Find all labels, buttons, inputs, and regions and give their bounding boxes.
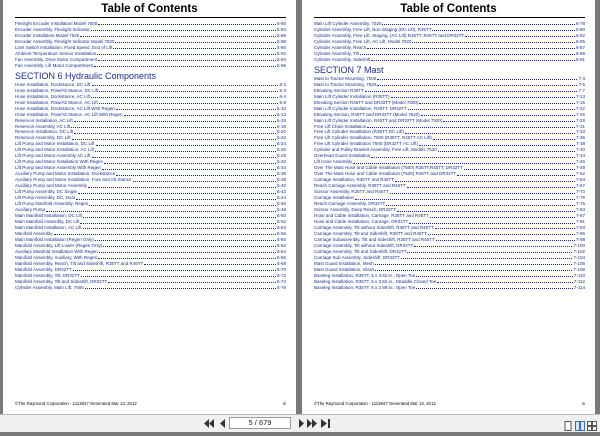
toc-entry-title: Manifold Assembly, Auxiliary, With Regen <box>15 254 98 260</box>
toc-entry-page: 6-24 <box>276 141 286 147</box>
toc-entry-page: 5-92 <box>276 50 286 56</box>
toc-entry-title: Free Lift Cylinder Installation 7500 (DR32TT AC Lift) <box>314 141 418 147</box>
toc-entry-page: 6-8 <box>279 99 286 105</box>
toc-entry-page: 6-74 <box>276 278 286 284</box>
dot-leader <box>115 41 276 43</box>
toc-entry-title: Reach Carriage Assembly, DR32TT <box>314 201 386 207</box>
toc-entry-page: 7-46 <box>575 159 585 165</box>
toc-entry-page: 6-64 <box>276 248 286 254</box>
dot-leader <box>103 245 276 247</box>
toc-entry-title: Main Lift Cylinder Installation (R35TT) <box>314 93 390 99</box>
toc-entry-title: Carriage Sub Assembly, Sideshift, DR32TT <box>314 254 400 260</box>
toc-entry-title: Free Lift Cylinder Installation, 7500 (R35TT, R45TT AC Lift) <box>314 135 432 141</box>
toc-entry-page: 6-72 <box>276 272 286 278</box>
grid-view-icon[interactable] <box>587 418 597 428</box>
toc-entry-page: 7-106 <box>573 260 585 266</box>
toc-entry-page: 6-46 <box>276 201 286 207</box>
toc-entry-title: Main Manifold Installation, AC Lift <box>15 224 82 230</box>
toc-entry-page: 6-89 <box>575 50 585 56</box>
toc-entry-title: Reach Carriage Assembly, R35TT and R45TT <box>314 183 406 189</box>
toc-entry-title: Free Lift Cylinder Installation (R35TT DC Lift) <box>314 129 404 135</box>
dot-leader <box>73 269 276 271</box>
toc-entry-title: Carriage Assembly, Tilt without Sideshift, R35TT and R45TT <box>314 224 434 230</box>
toc-entry-title: Hose and Cable Installation, Carriage, DR32TT <box>314 219 409 225</box>
toc-entry-page: 7-108 <box>573 266 585 272</box>
dot-leader <box>85 287 276 289</box>
toc-entry-title: Manifold Assembly, Tilt and Sideshift, DR32TT <box>15 278 108 284</box>
dot-leader <box>433 138 575 140</box>
toc-entry-title: Fan Assembly, Lift Motor Compartment <box>15 62 93 68</box>
toc-entry-page: 6-76 <box>276 284 286 290</box>
dot-leader <box>432 29 575 31</box>
dot-leader <box>371 59 575 61</box>
dot-leader <box>375 269 572 271</box>
dot-leader <box>92 84 279 86</box>
toc-entry-page: 7-25 <box>575 111 585 117</box>
toc-entry-title: Free Lift Chain Installation <box>314 123 367 129</box>
toc-entry-page: 7-57 <box>575 183 585 189</box>
toc-entry-title: Carriage Installation, R35TT and R45TT <box>314 177 394 183</box>
dot-leader <box>80 35 276 37</box>
toc-entry-title: Reservoir Installation, DC Lift <box>15 129 74 135</box>
dot-leader <box>113 47 276 49</box>
toc-entry-title: Carriage Subassembly, Tilt and Sideshift, R35TT and R45TT <box>314 236 435 242</box>
toc-entry-page: 7-112 <box>573 278 585 284</box>
dot-leader <box>99 90 278 92</box>
footer-page-number: iii <box>283 401 286 406</box>
toc-entry-title: Flexlight Encoder Installation Model 7500 <box>15 20 98 26</box>
dot-leader <box>438 150 575 152</box>
toc-entry[interactable] <box>15 285 286 291</box>
toc-entry-page: 7-76 <box>575 201 585 207</box>
toc-entry-page: 7-104 <box>573 254 585 260</box>
single-page-icon[interactable] <box>563 418 573 428</box>
toc-entry-title: Cylinder Assembly, Main Lift, 7500 <box>15 284 84 290</box>
page-number-input[interactable]: 5 / 679 <box>229 417 291 429</box>
dot-leader <box>83 227 276 229</box>
dot-leader <box>353 162 575 164</box>
dot-leader <box>367 126 575 128</box>
toc-entry-page: 6-16 <box>276 117 286 123</box>
toc-list <box>314 21 585 291</box>
toc-entry-page: 7-48 <box>575 165 585 171</box>
toc-entry-title: Scissor Assembly, R35TT and R45TT <box>314 189 389 195</box>
toc-group <box>314 76 585 291</box>
toc-entry-page: 6-18 <box>276 123 286 129</box>
toc-entry-page: 6-66 <box>276 254 286 260</box>
toc-entry-title: Encoder Assembly, Flexlight Indicator Model 7520 <box>15 38 115 44</box>
toc-entry-page: 7-3 <box>578 75 585 81</box>
dot-leader <box>360 53 575 55</box>
toc-entry-title: Cylinder Assembly, Free Lift, AC Lift, Model 7520 <box>314 38 412 44</box>
dot-leader <box>435 227 575 229</box>
toc-entry-page: 6-48 <box>276 207 286 213</box>
toc-entry-title: Elevating Section, R45TT and DR32TT (Model 7520) <box>314 111 420 117</box>
toc-entry-title: Manifold Assembly, Lift Lower (Regen Only) <box>15 242 103 248</box>
toc-entry-title: Mast Guard Installation, Mesh <box>314 260 374 266</box>
toc-entry-title: Lift Pump and Motor Installation With Regen <box>15 159 104 165</box>
toc-entry-page: 6-82 <box>575 32 585 38</box>
dot-leader <box>412 41 575 43</box>
toc-entry-page: 6-2 <box>279 81 286 87</box>
dot-leader <box>88 186 276 188</box>
toc-entry-title: Cylinder Assembly, Free Lift, Non-Staging (DC Lift), R35TT <box>314 26 432 32</box>
toc-entry-page: 6-62 <box>276 242 286 248</box>
dot-leader <box>98 23 276 25</box>
dot-leader <box>436 239 575 241</box>
toc-entry-page: 6-42 <box>276 189 286 195</box>
toc-entry-title: Ambient Temperature Sensor Installation <box>15 50 97 56</box>
toc-entry-page: 6-52 <box>276 219 286 225</box>
dot-leader <box>133 180 276 182</box>
toc-entry-title: Lift Pump and Motor Assembly AC Lift <box>15 153 91 159</box>
toc-entry-page: 6-40 <box>276 183 286 189</box>
toc-entry-title: Elevating Section R45TT and DR32TT (Model 7500) <box>314 99 419 105</box>
dot-leader <box>465 35 575 37</box>
dot-leader <box>416 275 573 277</box>
toc-entry-title: Baseleg Installation, R35TT, 5 x 2.88 in., Open Toe <box>314 284 416 290</box>
toc-entry-page: 6-20 <box>276 129 286 135</box>
dot-leader <box>464 168 575 170</box>
toc-entry-page: 7-110 <box>573 272 585 278</box>
prev-page-icon[interactable] <box>217 418 228 429</box>
dot-leader <box>92 156 276 158</box>
dot-leader <box>443 120 575 122</box>
toc-entry-page: 6-50 <box>276 213 286 219</box>
toc-entry-title: Fan Assembly, Drive Motor Compartment <box>15 56 98 62</box>
dot-leader <box>375 263 573 265</box>
toc-entry-page: 7-87 <box>575 213 585 219</box>
toc-entry-page: 6-54 <box>276 224 286 230</box>
toc-entry-page: 7-100 <box>573 242 585 248</box>
toc-entry-page: 6-85 <box>575 38 585 44</box>
toc-entry-title: Carriage Assembly, Tilt without Sideshift, DR32TT <box>314 242 414 248</box>
toc-entry-title: Auxiliary Pump and Motor Assembly <box>15 183 88 189</box>
toc-entry-page: 6-22 <box>276 135 286 141</box>
page-title: Table of Contents <box>101 3 198 15</box>
toc-entry-title: Carriage Assembly, Tilt and Sideshift, R35TT and R45TT <box>314 230 427 236</box>
footer-copyright: ©The Raymond Corporation - 1113847 Generated Mar 13, 2012 <box>314 401 436 406</box>
toc-entry-page: 6-10 <box>276 105 286 111</box>
toc-entry-title: Manifold Assembly, DR32TT <box>15 266 72 272</box>
toc-entry-title: Encoder Assembly, Flexlight Indicator <box>15 26 90 32</box>
toc-entry-title: Overhead Guard Installation <box>314 153 371 159</box>
toc-entry-title: Lift Pump and Motor Assembly With Regen <box>15 165 101 171</box>
dot-leader <box>377 78 577 80</box>
dot-leader <box>405 132 575 134</box>
toc-entry-title: Lift Hose Assembly <box>314 159 353 165</box>
toc-entry-title: Baseleg Installation, R35TT, 5 x 3.62 in., Open Toe <box>314 272 416 278</box>
dot-leader <box>91 29 276 31</box>
dot-leader <box>421 114 575 116</box>
dot-leader <box>395 180 575 182</box>
viewer-toolbar <box>0 414 600 432</box>
dot-leader <box>95 239 276 241</box>
next-section-icon[interactable] <box>307 418 318 429</box>
toc-entry-title: Hose Installation, Flow/Alt Stance, AC Lift <box>15 99 98 105</box>
toc-entry-page: 7-73 <box>575 189 585 195</box>
toc-entry-title: Cylinder Assembly, Sideshift <box>314 56 371 62</box>
dot-leader <box>80 222 276 224</box>
dot-leader <box>414 245 572 247</box>
dot-leader <box>437 281 573 283</box>
toc-entry-title: Cylinder Assembly, Reach <box>314 44 367 50</box>
section-heading[interactable]: SECTION 6 Hydraulic Components <box>15 70 157 81</box>
toc-entry-page: 7-54 <box>575 177 585 183</box>
toc-entry-title: Lift Pump Assembly, DC, Dual <box>15 195 75 201</box>
dot-leader <box>116 174 276 176</box>
toc-entry-page: 6-60 <box>276 236 286 242</box>
toc-entry-page: 5-80 <box>276 20 286 26</box>
toc-entry-title: Manifold Assembly, Tilt, DR32TT <box>15 272 80 278</box>
dot-leader <box>98 59 276 61</box>
toc-entry-title: Over The Mast Hose and Cable Installation (7520) R45TT and DR32TT <box>314 171 457 177</box>
toc-entry-page: 6-87 <box>575 44 585 50</box>
toc-entry-page: 5-86 <box>276 32 286 38</box>
footer-page-number: iv <box>581 401 585 406</box>
toc-entry-page: 6-13 <box>276 111 286 117</box>
toc-group <box>314 21 585 63</box>
toc-entry-title: Mast Guard Installation, Glass <box>314 266 375 272</box>
toc-entry-page: 7-52 <box>575 171 585 177</box>
toc-entry-title: Hose Installation, Dockstance, DC Lift <box>15 81 91 87</box>
toc-entry-title: Lift Pump Manifold Assembly, Regen <box>15 201 89 207</box>
toc-list <box>15 21 286 291</box>
dot-leader <box>428 233 575 235</box>
dot-leader <box>95 150 276 152</box>
footer-copyright: ©The Raymond Corporation - 1113847 Generated Mar 13, 2012 <box>15 401 137 406</box>
dot-leader <box>407 186 575 188</box>
dot-leader <box>96 144 276 146</box>
toc-entry-page: 6-68 <box>276 260 286 266</box>
toc-entry-page: 5-96 <box>276 62 286 68</box>
dot-leader <box>367 47 575 49</box>
page-title: Table of Contents <box>400 3 497 15</box>
dot-leader <box>397 210 575 212</box>
two-page-icon[interactable] <box>575 418 585 428</box>
toc-entry-page: 6-28 <box>276 153 286 159</box>
toc-entry-title: Auxiliary Pump and Motor Installation, Dockstance <box>15 171 116 177</box>
dot-leader <box>98 257 276 259</box>
toc-entry-page: 5-90 <box>276 44 286 50</box>
dot-leader <box>124 114 276 116</box>
dot-leader <box>54 233 276 235</box>
toc-entry-page: 7-5 <box>578 81 585 87</box>
toc-entry-page: 6-80 <box>575 26 585 32</box>
dot-leader <box>102 168 276 170</box>
toc-entry-page: 7-16 <box>575 99 585 105</box>
toc-entry-title: Baseleg Installation, R35TT, 5 x 3.62 in., Straddle Closed Toe <box>314 278 437 284</box>
last-page-icon[interactable] <box>321 418 332 429</box>
dot-leader <box>386 204 575 206</box>
dot-leader <box>457 174 575 176</box>
toc-entry-page: 5-84 <box>276 26 286 32</box>
dot-leader <box>419 144 575 146</box>
toc-entry-page: 6-4 <box>279 93 286 99</box>
toc-group <box>15 82 286 291</box>
dot-leader <box>391 96 575 98</box>
toc-entry-page: 7-96 <box>575 230 585 236</box>
toc-entry-title: Reservoir Assembly, DC Lift <box>15 135 71 141</box>
dot-leader <box>419 102 575 104</box>
toc-entry-page: 7-91 <box>575 219 585 225</box>
toc-entry-title: Limit Switch Installation, Fixed Speed, End of Lift <box>15 44 113 50</box>
toc-entry-title: Hose and Cable Installation, Carriage, R35TT and R45TT <box>314 213 429 219</box>
toc-entry-title: Reservoir Assembly, AC Lift <box>15 123 71 129</box>
toc-entry-page: 6-78 <box>575 20 585 26</box>
dot-leader <box>89 204 276 206</box>
dot-leader <box>104 162 276 164</box>
toc-entry[interactable] <box>314 285 585 291</box>
dot-leader <box>99 102 279 104</box>
dot-leader <box>46 210 276 212</box>
toc-entry-title: Over The Mast Hose and Cable Installation (7500) R35TT,R45TT, DR32TT <box>314 165 463 171</box>
dot-leader <box>76 198 276 200</box>
toc-entry-page: 5-94 <box>276 56 286 62</box>
dot-leader <box>365 90 578 92</box>
toc-entry-title: Encoder Installation Model 7520 <box>15 32 80 38</box>
toc-entry-title: Main Manifold Assembly, DC Lift <box>15 219 80 225</box>
toc-entry-page: 7-29 <box>575 117 585 123</box>
toc-entry-title: Mast to Tractor Mounting, 7520 <box>314 81 377 87</box>
toc-entry-title: Cylinder Assembly, Tilt <box>314 50 359 56</box>
toc-entry-title: Main Manifold Installation (Regen Only) <box>15 236 94 242</box>
toc-entry-page: 6-32 <box>276 159 286 165</box>
toc-group <box>15 21 286 69</box>
toc-entry-title: Reservoir Installation, AC Lift <box>15 117 73 123</box>
dot-leader <box>71 126 276 128</box>
toc-entry-title: Scissor Assembly, Deep Reach, DR32TT <box>314 207 396 213</box>
toc-entry-page: 7-31 <box>575 123 585 129</box>
toc-entry-title: Auxiliary Pump <box>15 207 46 213</box>
next-page-icon[interactable] <box>296 418 307 429</box>
toc-entry-page: 6-36 <box>276 171 286 177</box>
toc-entry-page: 6-70 <box>276 266 286 272</box>
toc-entry-title: Auxiliary Pump and Motor Installation, Fore and Aft Stance <box>15 177 132 183</box>
dot-leader <box>74 132 276 134</box>
dot-leader <box>390 192 575 194</box>
dot-leader <box>377 84 577 86</box>
toc-entry-title: Main Manifold Installation, DC Lift <box>15 213 83 219</box>
toc-entry-page: 7-38 <box>575 141 585 147</box>
toc-entry-page: 6-26 <box>276 147 286 153</box>
toc-entry-title: Manifold Assembly, Reach, Tilt and Sideshift, R35TT and R45TT <box>15 260 144 266</box>
toc-entry-title: Cylinder Assembly, Free Lift, Staging, (AC Lift) R35TT, R45TT and DR32TT <box>314 32 465 38</box>
toc-entry-page: 6-38 <box>276 177 286 183</box>
toc-entry-page: 7-7 <box>578 87 585 93</box>
dot-leader <box>108 281 276 283</box>
toc-entry[interactable] <box>314 57 585 63</box>
right-page <box>302 0 595 414</box>
toc-entry-page: 7-102 <box>573 248 585 254</box>
toc-entry-title: Main Lift Cylinder Installation, R45TT, DR32TT <box>314 105 407 111</box>
toc-entry-title: Hose Installation, Dockstance, AC Lift With Regen <box>15 105 115 111</box>
dot-leader <box>94 65 276 67</box>
toc-entry-title: Main Lift Cylinder Installation, R45TT and DR32TT (Model 7520) <box>314 117 443 123</box>
toc-entry-page: 7-40 <box>575 147 585 153</box>
dot-leader <box>401 257 573 259</box>
toc-entry-title: Manifold Assembly <box>15 230 53 236</box>
dot-leader <box>407 251 572 253</box>
toc-entry-page: 7-36 <box>575 135 585 141</box>
toc-entry-title: Hose Installation, Flow/Alt Stance, AC Lift With Regen <box>15 111 123 117</box>
page-footer <box>314 401 585 406</box>
toc-entry-page: 7-114 <box>573 284 585 290</box>
section-heading[interactable]: SECTION 7 Mast <box>314 64 384 75</box>
dot-leader <box>83 216 276 218</box>
dot-leader <box>430 216 575 218</box>
toc-entry-page: 7-93 <box>575 224 585 230</box>
toc-entry[interactable] <box>15 63 286 69</box>
toc-entry-title: Carriage Assembly, Tilt and Sideshift, DR32TT <box>314 248 407 254</box>
dot-leader <box>91 96 278 98</box>
dot-leader <box>371 156 575 158</box>
toc-entry-title: Elevating Section R35TT <box>314 87 364 93</box>
toc-entry-title: Auxiliary Manifold Installation With Regen <box>15 248 98 254</box>
toc-entry-page: 7-98 <box>575 236 585 242</box>
toc-entry-title: Carriage Installation <box>314 195 355 201</box>
dot-leader <box>97 53 276 55</box>
toc-entry-page: 7-33 <box>575 129 585 135</box>
toc-entry-page: 6-91 <box>575 56 585 62</box>
dot-leader <box>99 251 276 253</box>
toc-entry-page: 7-75 <box>575 195 585 201</box>
toc-entry-page: 7-83 <box>575 207 585 213</box>
toc-entry-title: Lift Pump Assembly, DC Single <box>15 189 77 195</box>
dot-leader <box>355 198 575 200</box>
page-footer <box>15 401 286 406</box>
title-divider <box>314 17 585 18</box>
toc-entry-page: 6-44 <box>276 195 286 201</box>
toc-entry-page: 6-56 <box>276 230 286 236</box>
toc-entry-title: Main Lift Cylinder Assembly, 7520 <box>314 20 382 26</box>
left-page <box>3 0 296 414</box>
dot-leader <box>409 222 575 224</box>
title-divider <box>15 17 286 18</box>
toc-entry-title: Hose Installation, Flow/Alt Stance, DC Lift <box>15 87 99 93</box>
toc-entry-page: 7-44 <box>575 153 585 159</box>
toc-entry-title: Lift Pump and Motor Installation, DC Lift <box>15 141 95 147</box>
toc-entry-page: 7-22 <box>575 105 585 111</box>
dot-leader <box>144 263 276 265</box>
dot-leader <box>416 287 573 289</box>
dot-leader <box>74 120 276 122</box>
toc-entry-title: Hose Installation, Dockstance, AC Lift <box>15 93 91 99</box>
dot-leader <box>81 275 276 277</box>
toc-entry-title: Mast to Tractor Mounting, 7500 <box>314 75 377 81</box>
dot-leader <box>382 23 575 25</box>
toc-entry-page: 7-13 <box>575 93 585 99</box>
dot-leader <box>116 108 276 110</box>
toc-entry-page: 6-3 <box>279 87 286 93</box>
toc-entry-title: Cylinder and Pulley Bracket Assembly, Free Lift, Models 7520 <box>314 147 437 153</box>
dot-leader <box>72 138 276 140</box>
dot-leader <box>78 192 276 194</box>
toc-entry-title: Lift Pump and Motor Installation, AC Lift <box>15 147 95 153</box>
prev-section-icon[interactable] <box>204 418 215 429</box>
dot-leader <box>408 108 575 110</box>
toc-entry-page: 5-88 <box>276 38 286 44</box>
toc-entry-page: 6-34 <box>276 165 286 171</box>
